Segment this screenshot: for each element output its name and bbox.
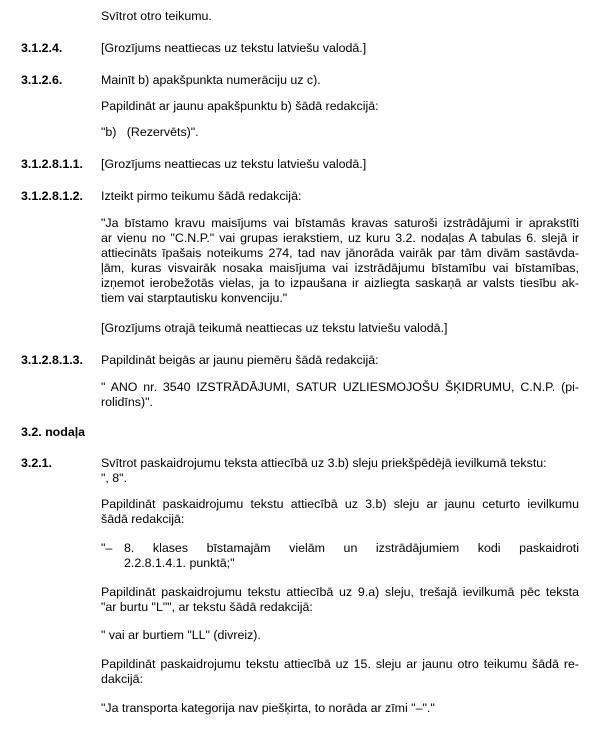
text-line: Papildināt paskaidrojumu tekstu attiecībā uz 15. sleju ar jaunu otro teikumu šādā re- — [101, 657, 579, 671]
quote-line: ļām, kuras visvairāk nosaka maisījuma vai izstrādājumu bīstamību vai bīstamības, — [101, 261, 579, 275]
paragraph-column-9a — [101, 585, 579, 615]
item-text-3-1-2-6: Mainīt b) apakšpunkta numerāciju uz c). — [101, 73, 321, 87]
quote-line: " ANO nr. 3540 IZSTRĀDĀJUMI, SATUR UZLIESMOJOŠU ŠĶIDRUMU, C.N.P. (pi- — [101, 380, 579, 394]
item-number-3-1-2-4: 3.1.2.4. — [21, 41, 63, 55]
item-text-3-1-2-8-1-2: Izteikt pirmo teikumu šādā redakcijā: — [101, 189, 302, 203]
paragraph-column-15 — [101, 657, 579, 687]
first-sentence-quote — [101, 216, 579, 306]
transport-category-quote: "Ja transporta kategorija nav piešķirta, to norāda ar zīmi "–"." — [101, 701, 435, 715]
quote-line: attiecināts īpašais noteikums 274, tad nav jānorāda vairāk par tām divām sastāvda- — [101, 246, 579, 260]
reserved-quote: "b) (Rezervēts)". — [101, 125, 199, 139]
item-number-3-2-1: 3.2.1. — [21, 456, 53, 470]
item-text-3-1-2-8-1-1: [Grozījums neattiecas uz tekstu latviešu valodā.] — [101, 157, 367, 171]
item-number-3-1-2-8-1-3: 3.1.2.8.1.3. — [21, 353, 84, 367]
text-line: Papildināt paskaidrojumu tekstu attiecībā uz 9.a) sleju, trešajā ievilkumā pēc teksta — [101, 585, 579, 599]
text-line: "ar burtu "L"", ar tekstu šādā redakcijā: — [101, 600, 313, 614]
quote-line: ar vienu no "C.N.P." vai grupas ierakstiem, uz kuru 3.2. nodaļas A tabulas 6. slejā ir — [101, 231, 579, 245]
quote-line: "Ja bīstamo kravu maisījums vai bīstamās kravas saturoši izstrādājumi ir aprakstīti — [101, 216, 579, 230]
quote-line: tiem vai starptautisku konvenciju." — [101, 291, 288, 305]
chapter-heading: 3.2. nodaļa — [21, 425, 86, 439]
dash-mark: "– — [101, 541, 113, 555]
text-line: 2.2.8.1.4.1. punktā;" — [124, 556, 235, 570]
item-number-3-1-2-6: 3.1.2.6. — [21, 73, 63, 87]
add-subpoint-text: Papildināt ar jaunu apakšpunktu b) šādā redakcijā: — [101, 99, 379, 113]
ll-quote: " vai ar burtiem "LL" (divreiz). — [101, 628, 261, 642]
dash-item-text — [124, 541, 579, 571]
text-line: dakcijā: — [101, 672, 144, 686]
intro-text: Svītrot otro teikumu. — [101, 9, 212, 23]
example-quote — [101, 380, 579, 410]
item-text-3-2-1 — [101, 456, 579, 486]
text-line: Papildināt paskaidrojumu tekstu attiecībā uz 3.b) sleju ar jaunu ceturto ievilkumu — [101, 497, 579, 511]
item-text-3-1-2-4: [Grozījums neattiecas uz tekstu latviešu valodā.] — [101, 41, 367, 55]
paragraph-column-3b — [101, 497, 579, 527]
text-line: Svītrot paskaidrojumu teksta attiecībā uz 3.b) sleju priekšpēdējā ievilkumā tekstu: — [101, 456, 547, 470]
text-line: šādā redakcijā: — [101, 512, 185, 526]
item-text-3-1-2-8-1-3: Papildināt beigās ar jaunu piemēru šādā redakcijā: — [101, 353, 379, 367]
text-line: 8. klases bīstamajām vielām un izstrādājumiem kodi paskaidroti — [124, 541, 579, 555]
item-number-3-1-2-8-1-1: 3.1.2.8.1.1. — [21, 157, 84, 171]
second-sentence-note: [Grozījums otrajā teikumā neattiecas uz tekstu latviešu valodā.] — [101, 321, 448, 335]
text-line: ", 8". — [101, 471, 128, 485]
item-number-3-1-2-8-1-2: 3.1.2.8.1.2. — [21, 189, 84, 203]
quote-line: izņemot ierobežotās vielas, ja to izpaušana ir aizliegta saskaņā ar valsts tiesību ak- — [101, 276, 579, 290]
quote-line: rolidīns)". — [101, 395, 153, 409]
